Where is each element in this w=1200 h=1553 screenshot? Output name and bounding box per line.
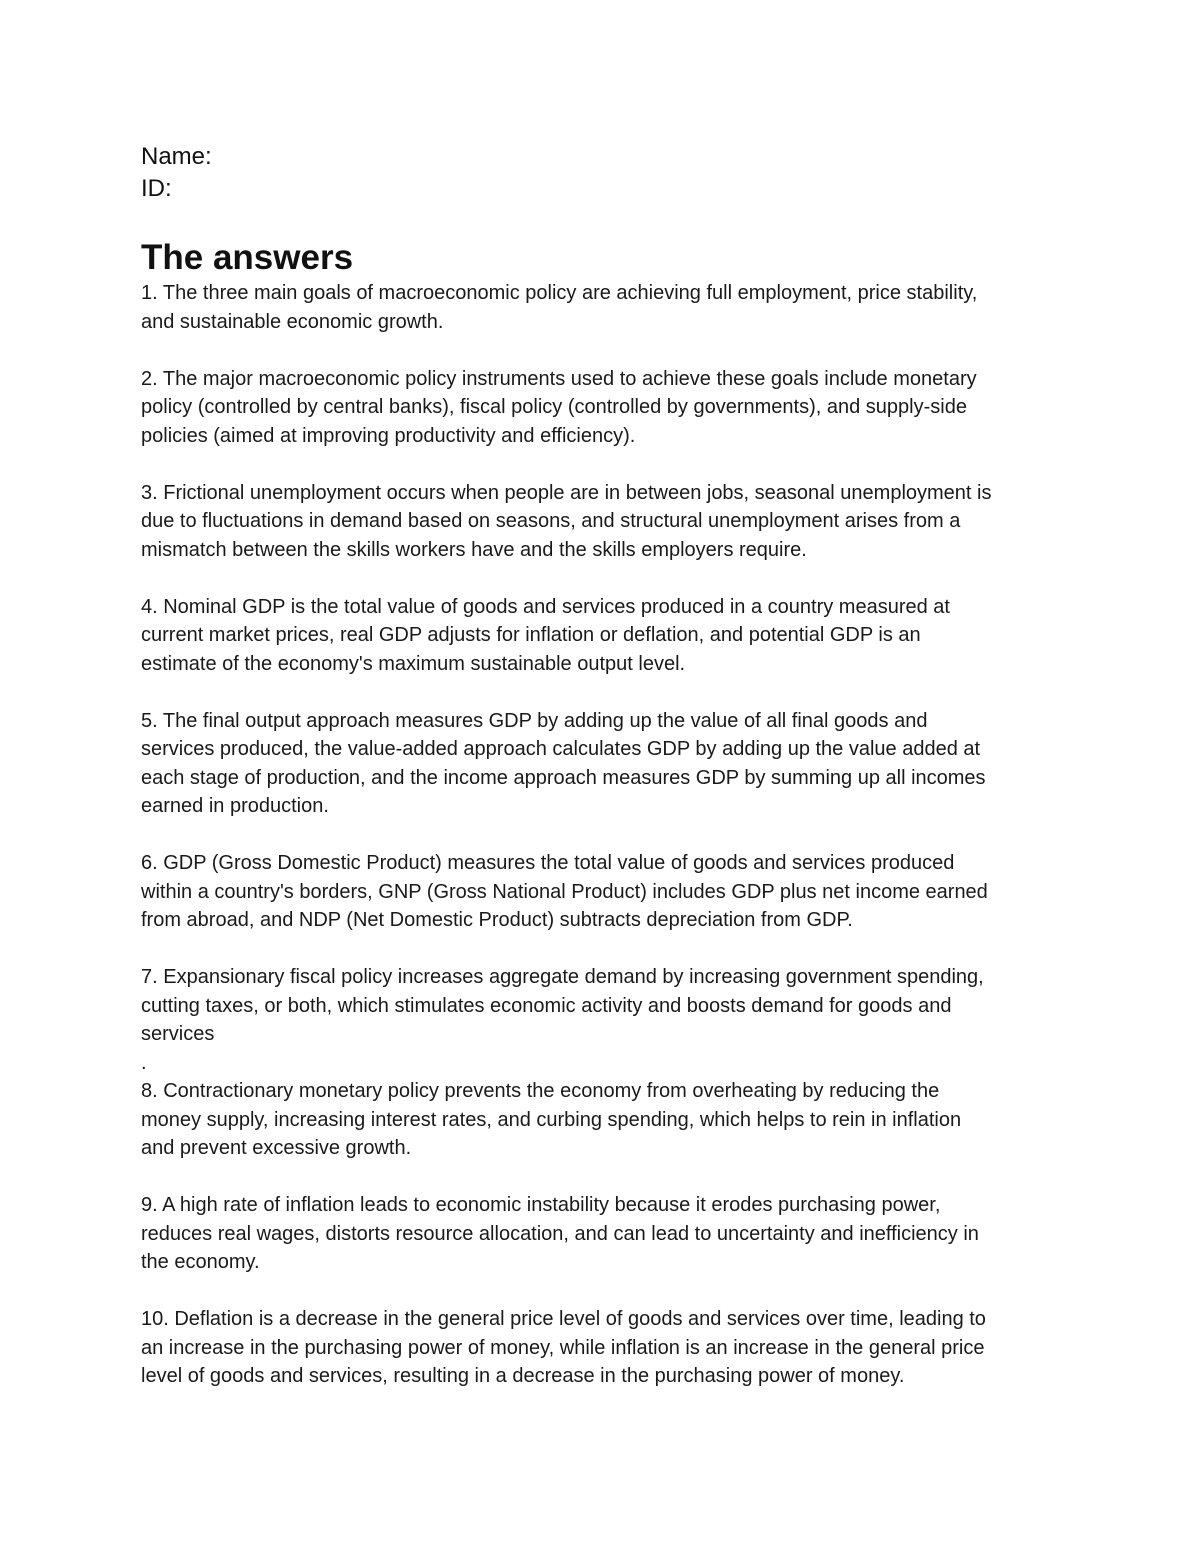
answer-10: 10. Deflation is a decrease in the general price level of goods and services over time, leading to an increase in the purchasing power of money, while inflation is an increase in the general price level of goods and services, resulting in a decrease in the purchasing power of money. xyxy=(141,1308,986,1387)
answer-5: 5. The final output approach measures GDP by adding up the value of all final goods and services produced, the value-added approach calculates GDP by adding up the value added at each stage of production, and the income approach measures GDP by summing up all incomes earned in production. xyxy=(141,709,986,817)
page-title: The answers xyxy=(141,238,354,277)
id-label: ID: xyxy=(141,175,172,202)
answer-8: 8. Contractionary monetary policy prevents the economy from overheating by reducing the money supply, increasing interest rates, and curbing spending, which helps to rein in inflation and prevent excessive growth. xyxy=(141,1080,962,1159)
answer-9: 9. A high rate of inflation leads to economic instability because it erodes purchasing power, reduces real wages, distorts resource allocation, and can lead to uncertainty and inefficiency in the economy. xyxy=(141,1194,979,1273)
name-label: Name: xyxy=(141,143,212,170)
answer-3: 3. Frictional unemployment occurs when people are in between jobs, seasonal unemployment is due to fluctuations in demand based on seasons, and structural unemployment arises from a mismatch between the skills workers have and the skills employers require. xyxy=(141,481,992,561)
answer-2: 2. The major macroeconomic policy instruments used to achieve these goals include monetary policy (controlled by central banks), fiscal policy (controlled by governments), and supply-side policies (aimed at improving productivity and efficiency). xyxy=(141,367,977,447)
document-content xyxy=(141,141,1066,1419)
answer-1: 1. The three main goals of macroeconomic policy are achieving full employment, price stability, and sustainable economic growth. xyxy=(141,282,978,333)
answers-list xyxy=(141,279,1066,1391)
stray-period: . xyxy=(141,1051,147,1074)
answer-7: 7. Expansionary fiscal policy increases aggregate demand by increasing government spending, cutting taxes, or both, which stimulates economic activity and boosts demand for goods and services xyxy=(141,966,984,1045)
answer-4: 4. Nominal GDP is the total value of goods and services produced in a country measured at current market prices, real GDP adjusts for inflation or deflation, and potential GDP is an estimate of the economy's maximum sustainable output level. xyxy=(141,595,950,675)
answer-6: 6. GDP (Gross Domestic Product) measures the total value of goods and services produced within a country's borders, GNP (Gross National Product) includes GDP plus net income earned from abroad, and NDP (Net Domestic Product) subtracts depreciation from GDP. xyxy=(141,852,988,931)
